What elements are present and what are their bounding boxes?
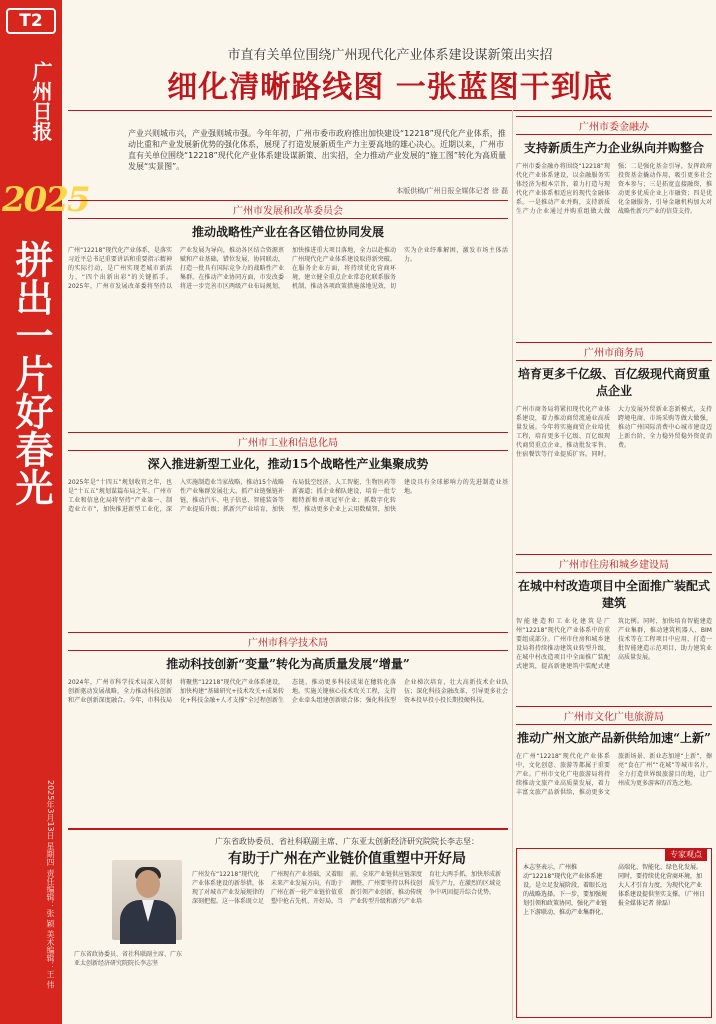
portrait-photo — [112, 860, 182, 940]
section-title: 支持新质生产力企业纵向并购整合 — [523, 141, 704, 155]
portrait-caption: 广东省政协委员、省社科联副主席、广东亚太创新经济研究院院长李志坚 — [74, 951, 183, 967]
section-label: 广州市住房和城乡建设局 — [516, 554, 712, 573]
interview-body: 广州发布“12218”现代化产业体系建设的新举措，体现了对城市产业发展规律的深刻把握。这一体系既立足广州现有产业基础，又着眼未来产业发展方向，有助于广州在新一轮产业链价值重塑中抢占先机、开好局。当前，全球产业链供应链深度调整，广州要坚持以科技创新引领产业创新，推动传统产业转型升级和新兴产业培育壮大两手抓，加快形成新质生产力，在激烈的区域竞争中巩固提升综合优势。 — [192, 871, 502, 905]
sidebar — [0, 0, 89, 1024]
kicker: 市直有关单位围绕广州现代化产业体系建设谋新策出实招 — [227, 48, 553, 63]
commentary-tag: 专家观点 — [665, 848, 707, 861]
paper-logo: 广州日报 — [29, 61, 53, 141]
section-body: 在广州“12218”现代化产业体系中，文化创意、旅游等都属于重要产业。广州市文化广电旅游局将持续推动文旅产业高质量发展，着力丰富文旅产品新供给，推动更多文旅新场景、新业态加速“上新”，擦亮“食在广州”“花城”等城市名片，全力打造世界级旅游目的地，让广州成为更多游客的首选之地。 — [516, 753, 712, 796]
section-jinrong — [516, 116, 712, 342]
section-zhujian — [516, 554, 712, 704]
section-body: 智能建造和工业化建筑是广州“12218”现代化产业体系中的重要组成部分。广州市住房和城乡建设局将持续推动建筑业转型升级，在城中村改造项目中全面推广装配式建筑，提高新建建筑中装配式建筑比例。同时，加快培育智能建造产业集群，推动建筑机器人、BIM技术等在工程项目中应用，打造一批智能建造示范项目，助力建筑业高质量发展。 — [516, 618, 712, 670]
section-label: 广州市工业和信息化局 — [68, 432, 508, 451]
section-title: 推动广州文旅产品新供给加速“上新” — [517, 731, 711, 745]
section-body: 广州市委金融办将围绕“12218”现代化产业体系建设，以金融服务实体经济为根本宗旨，着力打造与现代化产业体系相适应的现代金融体系。一是推动产业并购，支持新质生产力企业通过并购重组做大做强；二是强化基金引导，发挥政府投资基金撬动作用，吸引更多社会资本参与；三是拓宽直接融资，推动更多优质企业上市融资；四是优化金融服务，引导金融机构加大对战略性新兴产业的信贷支持。 — [516, 163, 712, 215]
section-title: 推动战略性产业在各区错位协同发展 — [191, 225, 384, 239]
byline: 本版供稿/广州日报全媒体记者 徐 磊 — [396, 187, 508, 195]
section-label: 广州市科学技术局 — [68, 632, 508, 651]
section-wenguang — [516, 706, 712, 846]
lead-paragraph: 产业兴则城市兴，产业强则城市强。今年年初，广州市委市政府推出加快建设“12218”现代化产业体系，推动比重和产业发展新优势的强化体系，展现了打造发展新质生产力主要高地的雄心决心。近期以来，广州市直有关单位围绕“12218”现代化产业体系建设谋新策、出实招，全力推动产业发展的“施工图”转化为高质量发展“实景图”。 — [128, 129, 507, 171]
commentary-body: 本志坚表示，广州推动“12218”现代化产业体系建设，是立足发展阶段、着眼长远的战略选择。下一步，要加强规划引领和政策协同，强化产业链上下游联动，推动产业集群化、高端化、智能化、绿色化发展。同时，要持续优化营商环境，加大人才引育力度，为现代化产业体系建设提供坚实支撑。（广州日报全媒体记者 徐磊） — [523, 864, 706, 916]
main-content — [68, 0, 712, 1024]
side-note: 2025年3月13日 星期四 责任编辑：张 颖 美术编辑：王 伟 — [46, 780, 55, 989]
interview-kicker: 广东省政协委员、省社科联副主席、广东亚太创新经济研究院院长李志坚： — [215, 837, 479, 846]
slogan: 拼出一片好春光 — [9, 240, 54, 506]
section-title: 深入推进新型工业化，推动15个战略性产业集聚成势 — [147, 457, 429, 471]
column-divider — [512, 110, 513, 1020]
top-rule — [68, 110, 712, 111]
headline: 细化清晰路线图 一张蓝图干到底 — [167, 70, 613, 105]
section-title: 在城中村改造项目中全面推广装配式建筑 — [517, 579, 710, 610]
page-tag: T2 — [6, 8, 56, 34]
section-shangwu — [516, 342, 712, 552]
section-gongxin — [68, 432, 508, 622]
section-label: 广州市发展和改革委员会 — [68, 200, 508, 219]
interview-title: 有助于广州在产业链价值重塑中开好局 — [228, 851, 466, 867]
section-label: 广州市文化广电旅游局 — [516, 706, 712, 725]
section-fagai — [68, 200, 508, 430]
section-body: 广州市商务局将紧扣现代化产业体系建设，着力推动商贸流通业高质量发展。今年将实施商贸企业培优工程，培育更多千亿级、百亿级现代商贸重点企业，推动批发零售、住宿餐饮等行业提质扩容。同时，大力发展外贸新业态新模式，支持跨境电商、市场采购等做大做强，推动广州国际消费中心城市建设迈上新台阶，全力稳外贸稳外资促消费。 — [516, 406, 712, 458]
interview-block — [68, 828, 508, 1018]
section-label: 广州市商务局 — [516, 342, 712, 361]
section-keji — [68, 632, 508, 822]
commentary-box — [516, 848, 712, 1018]
section-body: 2025年是“十四五”规划收官之年，也是“十五五”规划谋篇布局之年。广州市工业和信息化局将坚持“产业第一、制造业立市”，加快推进新型工业化，深入实施制造业当家战略，推动15个战略性产业集群发展壮大。抓产业链强链补链，推动汽车、电子信息、智能装备等产业提质升级；抓新兴产业培育，加快布局低空经济、人工智能、生物医药等新赛道；抓企业梯队建设，培育一批专精特新和单项冠军企业；抓数字化转型，推动更多企业上云用数赋智，加快建设具有全球影响力的先进制造业基地。 — [68, 479, 508, 513]
section-title: 推动科技创新“变量”转化为高质量发展“增量” — [166, 657, 410, 671]
section-title: 培育更多千亿级、百亿级现代商贸重点企业 — [517, 367, 710, 398]
section-label: 广州市委金融办 — [516, 116, 712, 135]
year-badge: 2025 — [2, 180, 89, 220]
section-body: 2024年，广州市科学技术局深入贯彻创新驱动发展战略，全力推动科技创新和产业创新深度融合。今年，市科技局将聚焦“12218”现代化产业体系建设，加快构建“基础研究+技术攻关+成果转化+科技金融+人才支撑”全过程创新生态链，推动更多科技成果在穗转化落地。实施关键核心技术攻关工程，支持企业牵头组建创新联合体；强化科技型企业梯次培育，壮大高新技术企业队伍；深化科技金融改革，引导更多社会资本投早投小投长期投硬科技。 — [68, 679, 508, 704]
section-body: 广州“12218”现代化产业体系，是落实习近平总书记重要讲话和重要指示精神的实际行动，是广州实现老城市新活力、“四个出新出彩”的关键抓手。2025年，广州市发展改革委将坚持以产业发展为导向，推动各区结合资源禀赋和产业基础，错位发展、协同联动，打造一批具有国际竞争力的战略性产业集群。在推动产业协同方面，市发改委将进一步完善市区两级产业布局规划，加快推进重大项目落地，全力以赴推动广州现代化产业体系建设取得新突破。在服务企业方面，将持续优化营商环境，建立健全重点企业常态化联系服务机制，推动各项政策措施落地见效，切实为企业纾难解困，激发市场主体活力。 — [68, 247, 508, 290]
